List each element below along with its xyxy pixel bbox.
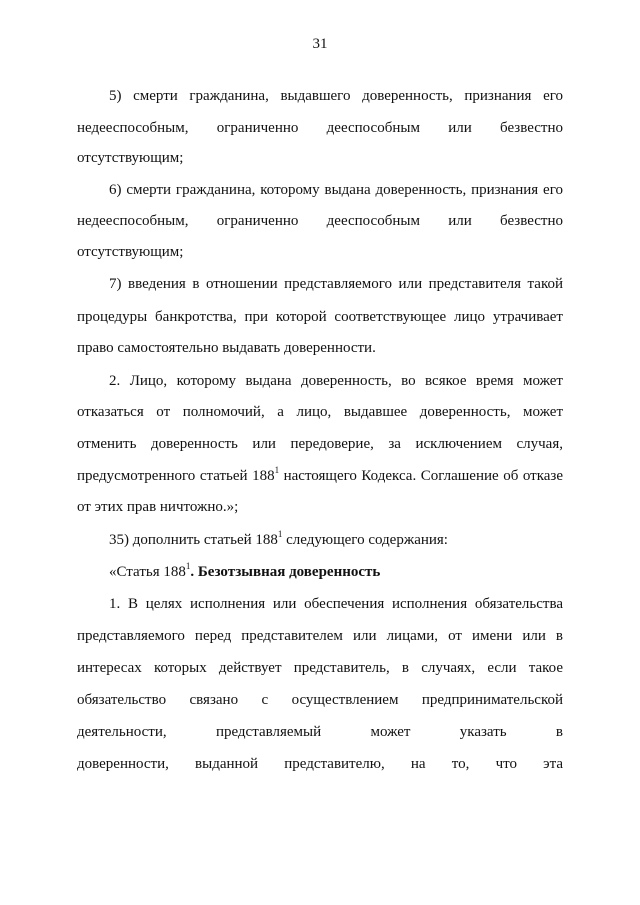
- text-line: обязательство связано с осуществлением предпринимательской: [77, 692, 563, 708]
- text-line: отменить доверенность или передоверие, за исключением случая,: [77, 436, 563, 452]
- text-fragment: 35) дополнить статьей 188: [109, 532, 278, 548]
- text-line: право самостоятельно выдавать доверенности.: [77, 340, 376, 356]
- page-number: 31: [312, 36, 328, 52]
- text-line: деятельности, представляемый может указать в: [77, 724, 563, 740]
- text-line: недееспособным, ограниченно дееспособным или безвестно: [77, 120, 563, 136]
- text-line: отсутствующим;: [77, 150, 184, 166]
- superscript: 1: [274, 465, 280, 475]
- text-line: интересах которых действует представитель, в случаях, если такое: [77, 660, 563, 676]
- text-line: [77, 466, 563, 486]
- text-line: от этих прав ничтожно.»;: [77, 499, 239, 515]
- superscript: 1: [185, 561, 191, 571]
- text-line: недееспособным, ограниченно дееспособным или безвестно: [77, 213, 563, 229]
- text-line: отсутствующим;: [77, 244, 184, 260]
- article-title: . Безотзывная доверенность: [190, 564, 381, 580]
- text-line: 6) смерти гражданина, которому выдана доверенность, признания его: [109, 182, 563, 198]
- text-line: 2. Лицо, которому выдана доверенность, во всякое время может: [109, 373, 563, 389]
- text-line: отказаться от полномочий, а лицо, выдавшее доверенность, может: [77, 404, 563, 420]
- text-line: доверенности, выданной представителю, на то, что эта: [77, 756, 563, 772]
- text-line: 5) смерти гражданина, выдавшего доверенность, признания его: [109, 88, 563, 104]
- text-fragment: следующего содержания:: [282, 532, 448, 548]
- text-line: [109, 530, 563, 550]
- text-line: 1. В целях исполнения или обеспечения исполнения обязательства: [109, 596, 563, 612]
- text-line: представляемого перед представителем или лицами, от имени или в: [77, 628, 563, 644]
- text-fragment: настоящего Кодекса. Соглашение об отказе: [279, 468, 563, 484]
- text-line: процедуры банкротства, при которой соответствующее лицо утрачивает: [77, 309, 563, 325]
- superscript: 1: [277, 529, 283, 539]
- text-line: 7) введения в отношении представляемого или представителя такой: [109, 276, 563, 292]
- text-fragment: «Статья 188: [109, 564, 186, 580]
- text-fragment: предусмотренного статьей 188: [77, 468, 275, 484]
- article-heading: [109, 562, 563, 582]
